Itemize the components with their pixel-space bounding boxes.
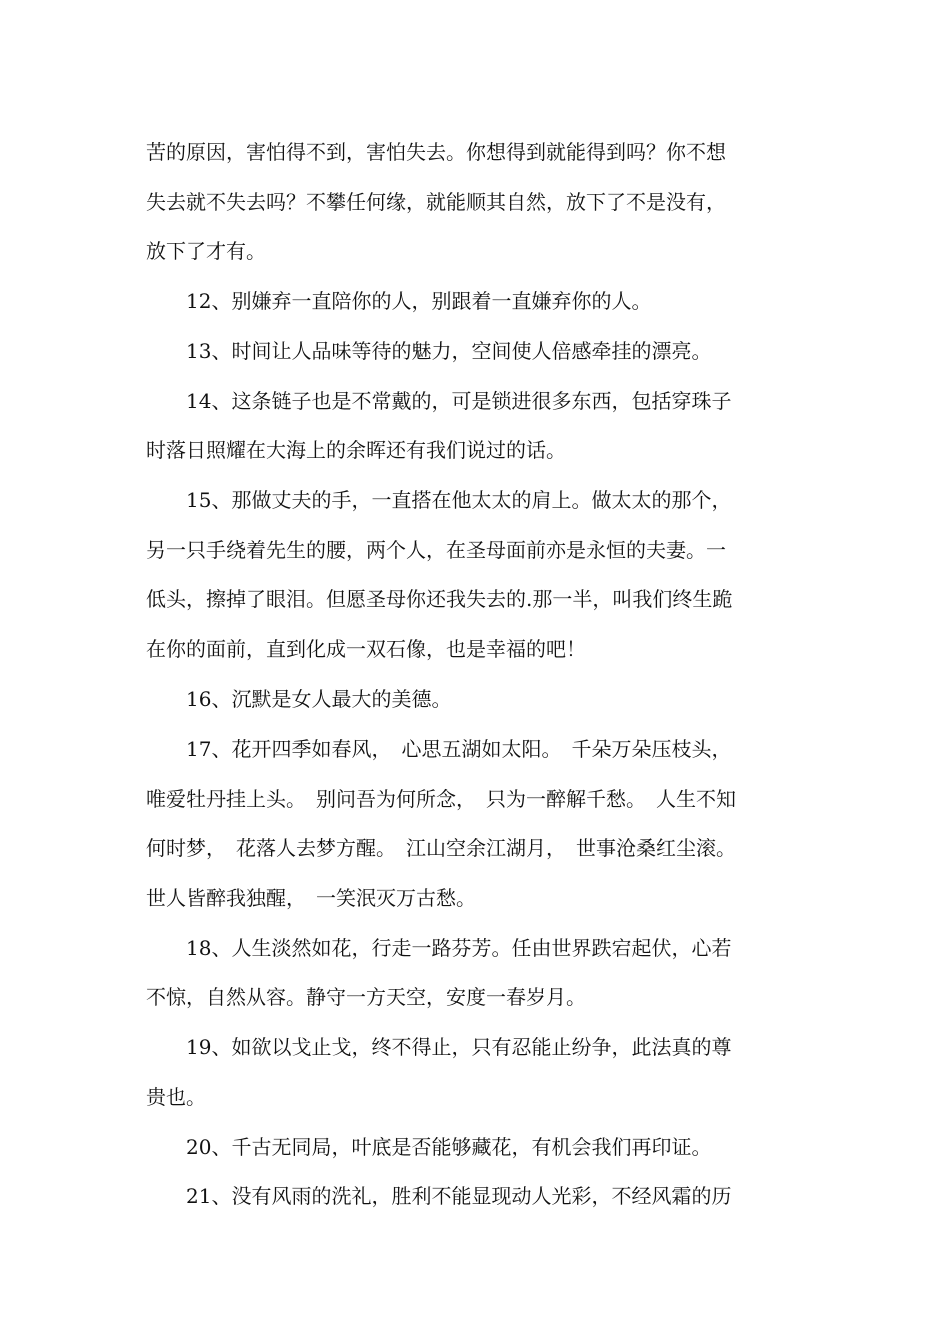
text-line: 17、花开四季如春风， 心思五湖如太阳。 千朵万朵压枝头， xyxy=(186,737,732,761)
text-line: 放下了才有。 xyxy=(146,239,266,263)
text-line: 时落日照耀在大海上的余晖还有我们说过的话。 xyxy=(146,438,566,462)
text-line: 12、别嫌弃一直陪你的人，别跟着一直嫌弃你的人。 xyxy=(186,289,652,313)
text-line: 何时梦， 花落人去梦方醒。 江山空余江湖月， 世事沧桑红尘滚。 xyxy=(146,836,736,860)
text-line: 另一只手绕着先生的腰，两个人，在圣母面前亦是永恒的夫妻。一 xyxy=(146,538,726,562)
text-line: 14、这条链子也是不常戴的，可是锁进很多东西，包括穿珠子 xyxy=(186,389,732,413)
text-line: 18、人生淡然如花，行走一路芬芳。任由世界跌宕起伏，心若 xyxy=(186,936,732,960)
text-line: 13、时间让人品味等待的魅力，空间使人倍感牵挂的漂亮。 xyxy=(186,339,712,363)
text-line: 失去就不失去吗？不攀任何缘，就能顺其自然，放下了不是没有， xyxy=(146,190,726,214)
text-line: 贵也。 xyxy=(146,1085,206,1109)
text-line: 世人皆醉我独醒， 一笑泯灭万古愁。 xyxy=(146,886,476,910)
text-line: 低头，擦掉了眼泪。但愿圣母你还我失去的.那一半，叫我们终生跪 xyxy=(146,587,733,611)
text-line: 在你的面前，直到化成一双石像，也是幸福的吧！ xyxy=(146,637,586,661)
text-line: 21、没有风雨的洗礼，胜利不能显现动人光彩，不经风霜的历 xyxy=(186,1184,732,1208)
text-line: 唯爱牡丹挂上头。 别问吾为何所念， 只为一醉解千愁。 人生不知 xyxy=(146,787,736,811)
text-line: 苦的原因，害怕得不到，害怕失去。你想得到就能得到吗？你不想 xyxy=(146,140,726,164)
text-line: 16、沉默是女人最大的美德。 xyxy=(186,687,452,711)
text-line: 15、那做丈夫的手，一直搭在他太太的肩上。做太太的那个， xyxy=(186,488,732,512)
text-line: 20、千古无同局，叶底是否能够藏花，有机会我们再印证。 xyxy=(186,1135,712,1159)
text-line: 19、如欲以戈止戈，终不得止，只有忍能止纷争，此法真的尊 xyxy=(186,1035,732,1059)
text-line: 不惊，自然从容。静守一方天空，安度一春岁月。 xyxy=(146,985,586,1009)
